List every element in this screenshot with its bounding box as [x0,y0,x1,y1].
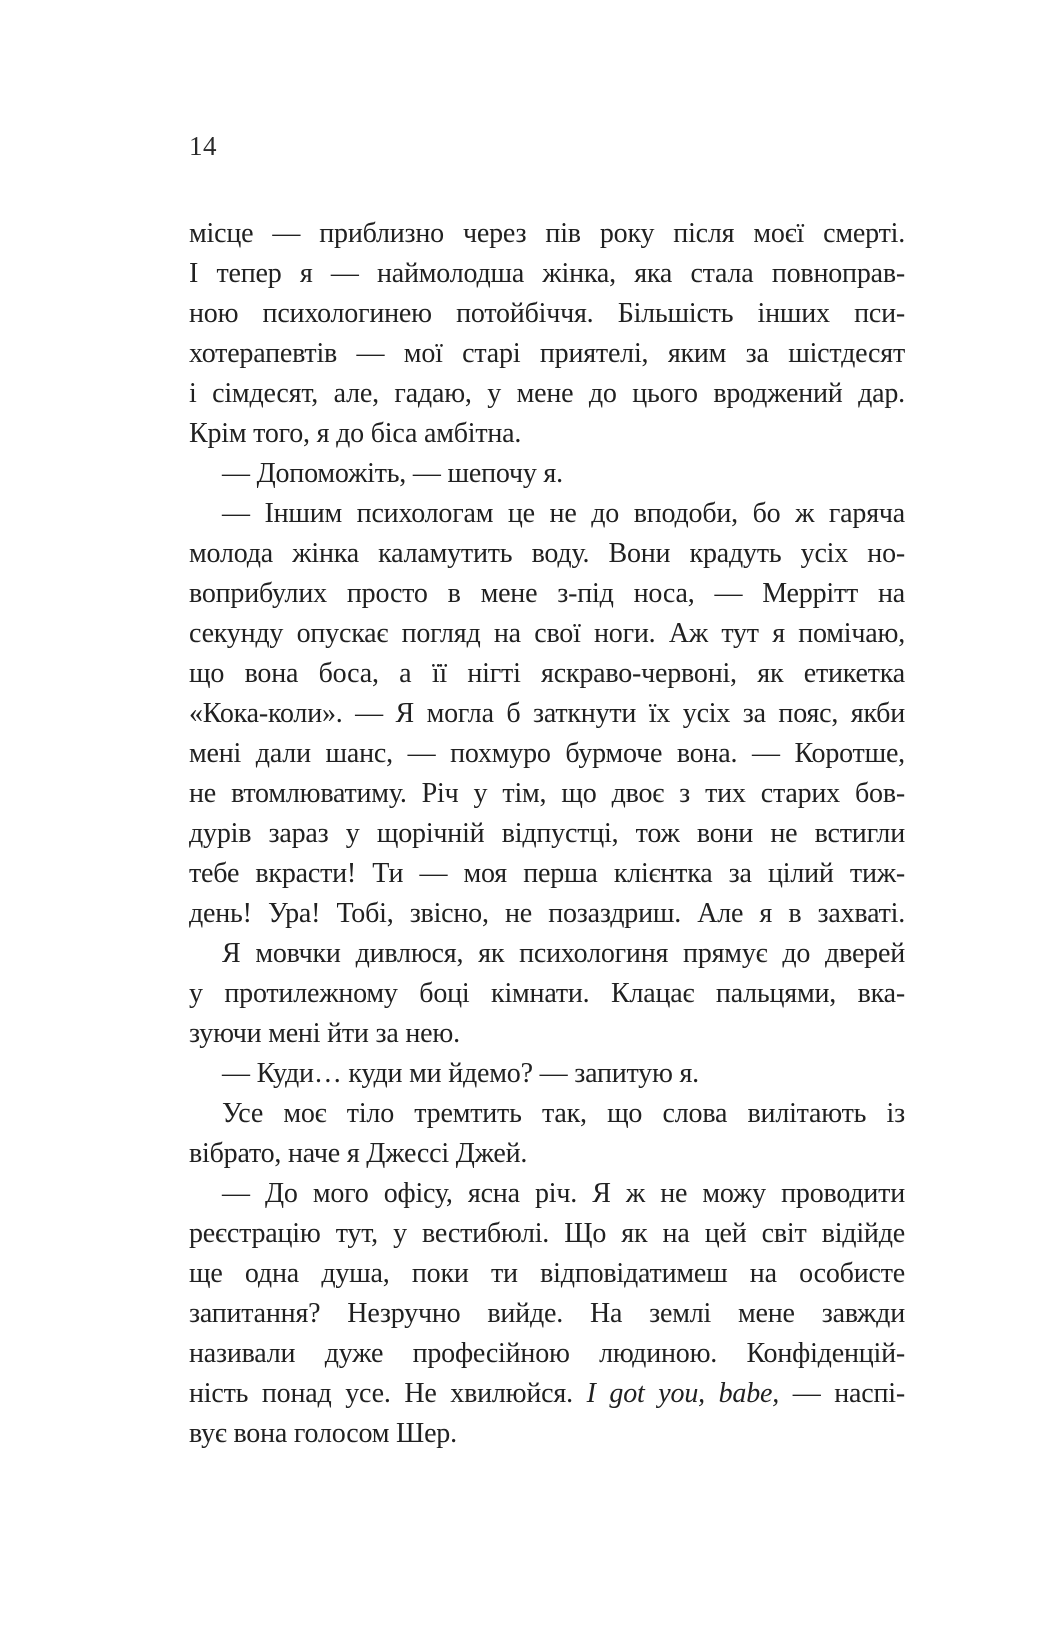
paragraph [189,1054,905,1094]
body-text [189,214,905,1454]
text-segment: секунду опускає погляд на свої ноги. Аж тут я помічаю, [189,618,905,649]
text-line [189,334,905,374]
paragraph [189,454,905,494]
text-segment: — Допоможіть, — шепочу я. [222,458,563,489]
text-segment: день! Ура! Тобі, звісно, не позаздриш. Але я в захваті. [189,898,905,929]
text-segment: реєстрацію тут, у вестибюлі. Що як на цей світ відійде [189,1218,905,1249]
text-segment: воприбулих просто в мене з-під носа, — Меррітт на [189,578,905,609]
text-line [189,694,905,734]
text-line [189,374,905,414]
text-line [189,454,905,494]
text-segment: — Куди… куди ми йдемо? — запитую я. [222,1058,699,1089]
text-segment: Крім того, я до біса амбітна. [189,418,522,449]
text-segment: і сімдесят, але, гадаю, у мене до цього вроджений дар. [189,378,905,409]
text-segment: у протилежному боці кімнати. Клацає пальцями, вка- [189,978,905,1009]
text-segment: мені дали шанс, — похмуро бурмоче вона. — Коротше, [189,738,905,769]
text-segment: «Кока-коли». — Я могла б заткнути їх усіх за пояс, якби [189,698,905,729]
text-segment: ною психологинею потойбіччя. Більшість інших пси- [189,298,905,329]
text-segment: місце — приблизно через пів року після моєї смерті. [189,218,905,249]
text-line [189,1014,905,1054]
text-segment: молода жінка каламутить воду. Вони крадуть усіх но- [189,538,905,569]
text-segment: вібрато, наче я Джессі Джей. [189,1138,528,1169]
text-line [189,854,905,894]
text-line [189,1294,905,1334]
text-line [189,294,905,334]
text-line [189,414,905,454]
text-segment: І тепер я — наймолодша жінка, яка стала повноправ- [189,258,905,289]
text-segment: вує вона голосом Шер. [189,1418,457,1449]
text-segment: зуючи мені йти за нею. [189,1018,460,1049]
text-segment: тебе вкрасти! Ти — моя перша клієнтка за цілий тиж- [189,858,905,889]
text-segment: Усе моє тіло тремтить так, що слова вилітають із [222,1098,905,1129]
text-line [189,1134,905,1174]
text-segment: — наспі- [779,1378,905,1409]
text-segment: що вона боса, а її нігті яскраво-червоні, як етикетка [189,658,905,689]
text-line [189,974,905,1014]
text-line [189,894,905,934]
text-segment: — До мого офісу, ясна річ. Я ж не можу проводити [222,1178,905,1209]
text-line [189,614,905,654]
text-line [189,1094,905,1134]
italic-text-segment: I got you, babe, [586,1378,780,1409]
text-line [189,214,905,254]
text-line [189,934,905,974]
text-segment: запитання? Незручно вийде. На землі мене завжди [189,1298,905,1329]
text-line [189,1334,905,1374]
page-number: 14 [189,131,217,161]
text-line [189,774,905,814]
text-line [189,1174,905,1214]
paragraph [189,214,905,454]
text-segment: ще одна душа, поки ти відповідатимеш на особисте [189,1258,905,1289]
text-line [189,814,905,854]
text-line [189,1254,905,1294]
text-line [189,534,905,574]
text-line [189,494,905,534]
text-segment: — Іншим психологам це не до вподоби, бо ж гаряча [222,498,905,529]
text-line [189,574,905,614]
text-line [189,254,905,294]
text-segment: хотерапевтів — мої старі приятелі, яким за шістдесят [189,338,905,369]
paragraph [189,934,905,1054]
text-line [189,734,905,774]
text-segment: дурів зараз у щорічній відпустці, тож вони не встигли [189,818,905,849]
paragraph [189,1174,905,1454]
text-line [189,654,905,694]
text-segment: Я мовчки дивлюся, як психологиня прямує до дверей [222,938,905,969]
text-line [189,1374,905,1414]
paragraph [189,1094,905,1174]
text-line [189,1054,905,1094]
text-line [189,1414,905,1454]
paragraph [189,494,905,934]
text-segment: називали дуже професійною людиною. Конфіденцій- [189,1338,905,1369]
text-segment: ність понад усе. Не хвилюйся. [189,1378,587,1409]
text-line [189,1214,905,1254]
text-segment: не втомлюватиму. Річ у тім, що двоє з тих старих бов- [189,778,905,809]
